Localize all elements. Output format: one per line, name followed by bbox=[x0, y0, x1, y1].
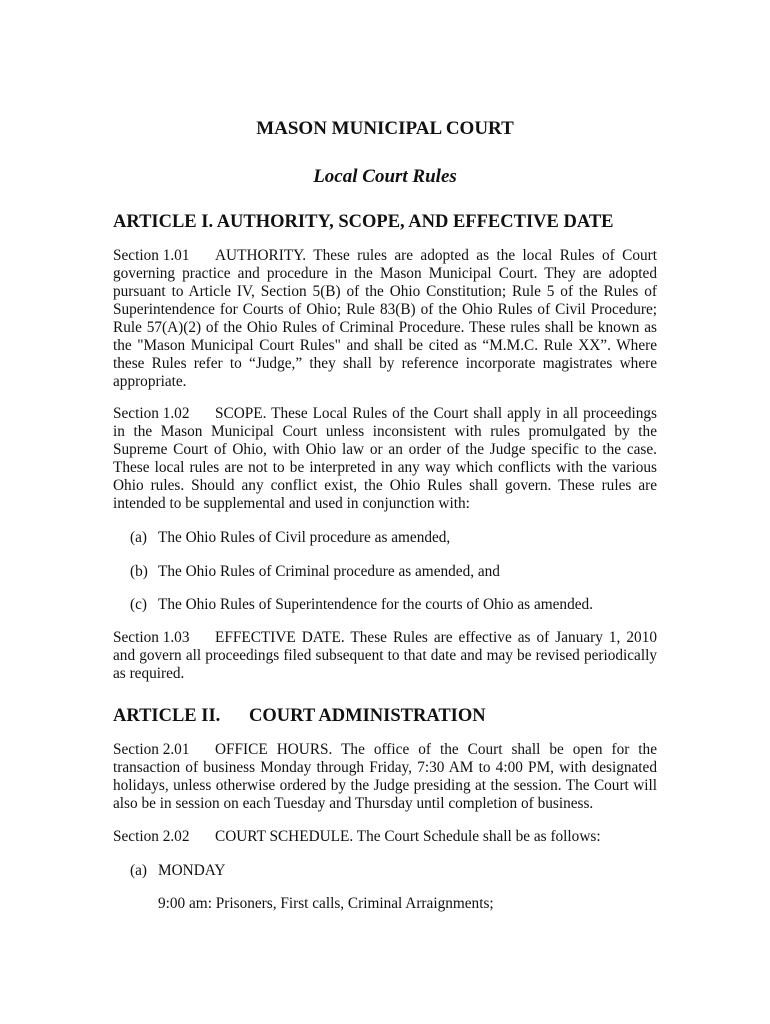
schedule-day-label: MONDAY bbox=[158, 862, 226, 879]
article-title: COURT ADMINISTRATION bbox=[249, 706, 486, 726]
schedule-entry: 9:00 am: Prisoners, First calls, Criminal Arraignments; bbox=[158, 895, 494, 912]
list-item bbox=[130, 563, 500, 581]
section-number: Section 1.01 bbox=[113, 247, 190, 264]
section-text: SCOPE. These Local Rules of the Court shall apply in all proceedings in the Mason Municipal Court unless inconsistent with rules promulgated by the Supreme Court of Ohio, with Ohio law or an order of the Judge specific to the case. These local rules are not to be interpreted in any way which conflicts with the various Ohio rules. Should any conflict exist, the Ohio Rules shall govern. These rules are intended to be supplemental and used in conjunction with: bbox=[113, 405, 657, 512]
article-1-heading: ARTICLE I. AUTHORITY, SCOPE, AND EFFECTIVE DATE bbox=[113, 212, 614, 232]
list-marker: (c) bbox=[130, 596, 147, 613]
court-title: MASON MUNICIPAL COURT bbox=[256, 118, 514, 139]
list-marker: (a) bbox=[130, 529, 147, 546]
list-marker: (b) bbox=[130, 563, 148, 580]
section-text: OFFICE HOURS. The office of the Court shall be open for the transaction of business Monday through Friday, 7:30 AM to 4:00 PM, with designated holidays, unless otherwise ordered by the Judge presiding at the session. The Court will also be in session on each Tuesday and Thursday until completion of business. bbox=[113, 741, 657, 812]
section-text: COURT SCHEDULE. The Court Schedule shall be as follows: bbox=[215, 828, 601, 845]
section-text: EFFECTIVE DATE. These Rules are effective as of January 1, 2010 and govern all proceedings filed subsequent to that date and may be revised periodically as required. bbox=[113, 629, 657, 682]
list-item-text: The Ohio Rules of Civil procedure as amended, bbox=[158, 529, 451, 546]
section-2-02 bbox=[113, 828, 657, 846]
list-item-text: The Ohio Rules of Criminal procedure as amended, and bbox=[158, 563, 500, 580]
list-item bbox=[130, 596, 593, 614]
list-marker: (a) bbox=[130, 862, 147, 879]
section-1-03 bbox=[113, 629, 657, 683]
section-2-01 bbox=[113, 741, 657, 813]
list-item bbox=[130, 529, 450, 547]
schedule-day bbox=[130, 862, 225, 880]
section-1-02 bbox=[113, 405, 657, 513]
rules-subtitle: Local Court Rules bbox=[313, 166, 457, 187]
article-label: ARTICLE II. bbox=[113, 706, 221, 726]
section-number: Section 2.01 bbox=[113, 741, 190, 758]
article-2-heading bbox=[113, 704, 486, 728]
section-text: AUTHORITY. These rules are adopted as the local Rules of Court governing practice and procedure in the Mason Municipal Court. They are adopted pursuant to Article IV, Section 5(B) of the Ohio Constitution; Rule 5 of the Rules of Superintendence for Courts of Ohio; Rule 83(B) of the Ohio Rules of Civil Procedure; Rule 57(A)(2) of the Ohio Rules of Criminal Procedure. These rules shall be known as the "Mason Municipal Court Rules" and shall be cited as “M.M.C. Rule XX”. Where these Rules refer to “Judge,” they shall by reference incorporate magistrates where appropriate. bbox=[113, 247, 657, 390]
section-number: Section 1.02 bbox=[113, 405, 190, 422]
list-item-text: The Ohio Rules of Superintendence for the courts of Ohio as amended. bbox=[158, 596, 593, 613]
section-number: Section 2.02 bbox=[113, 828, 190, 845]
section-1-01 bbox=[113, 247, 657, 391]
section-number: Section 1.03 bbox=[113, 629, 190, 646]
